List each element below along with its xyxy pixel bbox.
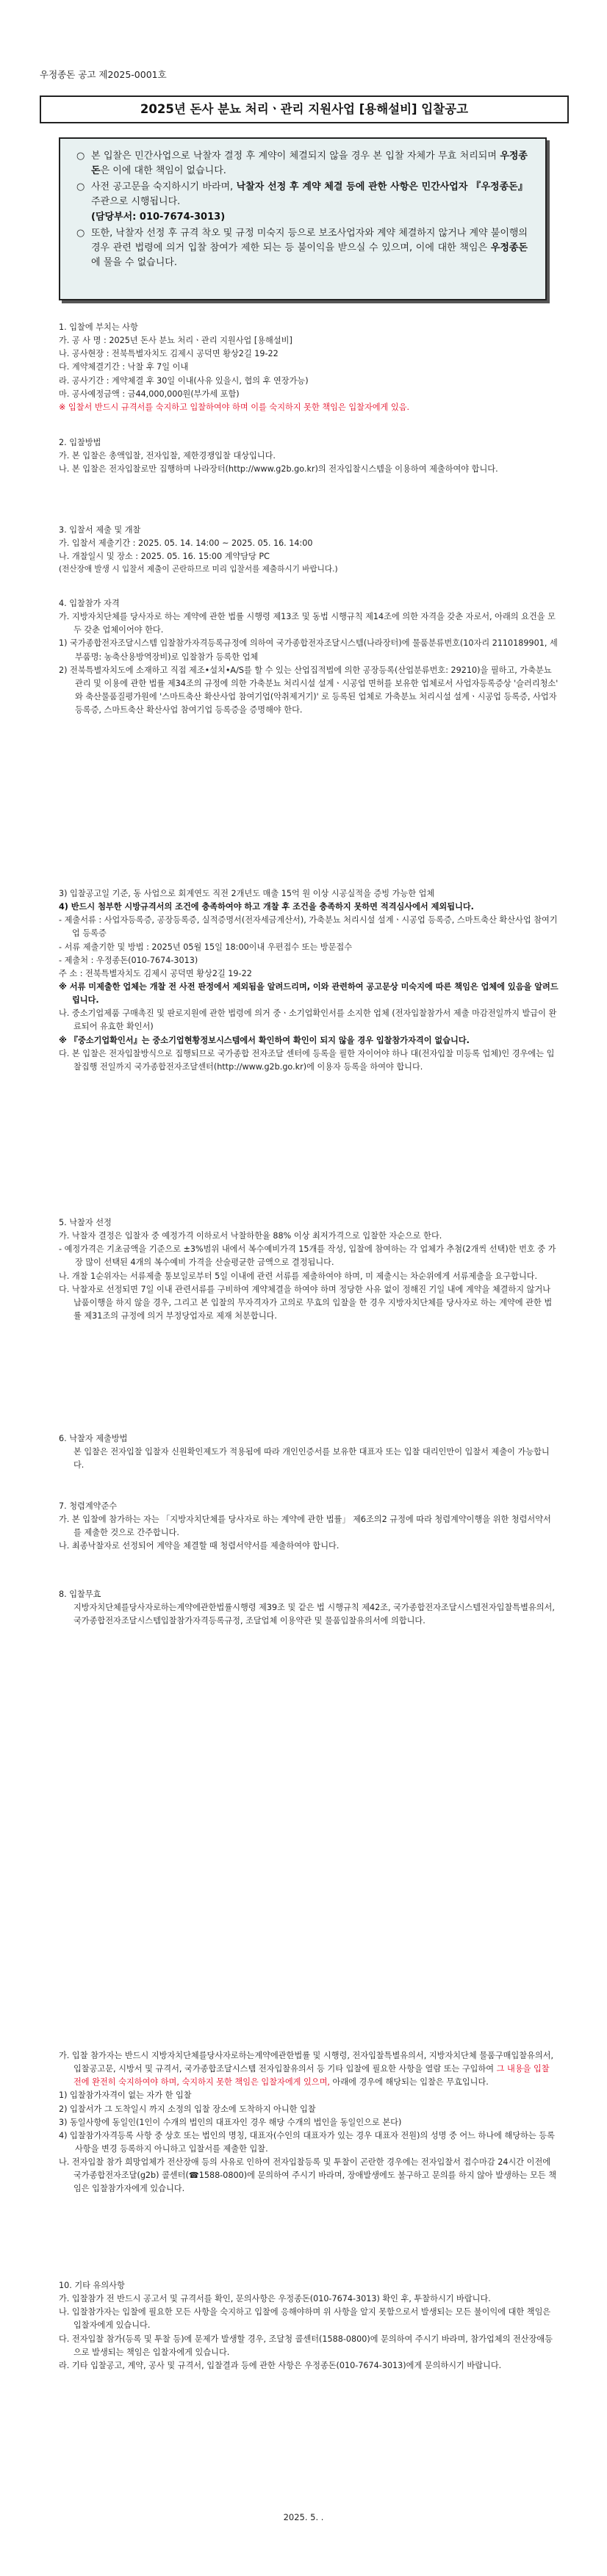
notice-title: [40, 95, 569, 123]
circle-bullet-icon: ○: [76, 151, 85, 162]
warning-text: ※ 입찰서 반드시 규격서를 숙지하고 입찰하여야 하며 이를 숙지하지 못한 책임은 입찰자에게 있음.: [59, 402, 410, 412]
summary-item: [76, 180, 528, 224]
warning-text: ※ 『중소기업확인서』는 중소기업현황정보시스템에서 확인하여 확인이 되지 않을 경우 입찰참가자격이 없습니다.: [59, 1035, 470, 1045]
summary-item: [76, 149, 528, 178]
section-other-notes: [59, 2279, 558, 2373]
section-invalid-bid: [59, 1588, 558, 1628]
sub-item: 1) 입찰참가자격이 없는 자가 한 입찰: [59, 2090, 192, 2101]
sub-item: 3) 동일사항에 동일인(1인이 수개의 법인의 대표자인 경우 해당 수개의 법인을 동일인으로 본다): [59, 2117, 402, 2127]
list-item: 나. 개찰 1순위자는 서류제출 통보일로부터 5일 이내에 관련 서류를 제출하여야 하며, 미 제출시는 차순위에게 서류제출을 요구합니다.: [59, 1271, 538, 1281]
warning-text: ※ 서류 미제출한 업체는 개찰 전 사전 판정에서 제외됨을 알려드리며, 이와 관련하여 공고문상 미숙지에 따른 책임은 업체에 있음을 알려드립니다.: [59, 981, 558, 1006]
list-item: 가. 공 사 명 : 2025년 돈사 분뇨 처리ㆍ관리 지원사업 [용해설비]: [59, 336, 292, 346]
circle-bullet-icon: ○: [76, 227, 85, 239]
list-item: 다. 낙찰자로 선정되면 7일 이내 관련서류를 구비하여 계약체결을 하여야 하며 정당한 사유 없이 정해진 기일 내에 계약을 체결하지 않거나 납품이행을 하지 않을 경우, 그리고 본 입찰의 무자격자가 고의로 무효의 입찰을 한 경우 지방자치단체를 당사자로 하는 계약에 관한 법률 제31조의 규정에 의거 부정당업자로 제재 처분합니다.: [59, 1284, 553, 1321]
section-heading: 10. 기타 유의사항: [59, 2281, 125, 2290]
list-item: 가. 본 입찰은 총액입찰, 전자입찰, 제한경쟁입찰 대상입니다.: [59, 451, 276, 461]
list-item: 다. 본 입찰은 전자입찰방식으로 집행되므로 국가종합 전자조달 센터에 등록을 필한 자이어야 하나 대(전자입찰 미등록 업체)인 경우에는 입찰집행 전일까지 국가종합전자조달센터(http://www.g2b.go.kr)에 이용자 등록을 하여야 합니다.: [59, 1048, 555, 1072]
section-bid-method: [59, 436, 558, 476]
requirement-item: 4) 반드시 첨부한 시방규격서의 조건에 충족하여야 하고 개찰 후 조건을 충족하지 못하면 적격심사에서 제외됩니다.: [59, 902, 474, 912]
list-item: 가. 입찰참가 전 반드시 공고서 및 규격서를 확인, 문의사항은 우정종돈(010-7674-3013) 확인 후, 투찰하시기 바랍니다.: [59, 2294, 491, 2304]
section-qualification: [59, 597, 558, 717]
summary-text: 사전 공고문을 숙지하시기 바라며, 낙찰자 선정 후 계약 체결 등에 관한 사항은 민간사업자 『우정종돈』주관으로 시행됩니다. (담당부서: 010-7674-3013): [91, 181, 528, 223]
note-text: (전산장애 발생 시 입찰서 제출이 곤란하므로 미리 입찰서를 제출하시기 바랍니다.): [59, 565, 338, 574]
list-item: 나. 최종낙찰자로 선정되어 계약을 체결할 때 청렴서약서를 제출하여야 합니다.: [59, 1541, 340, 1551]
section-qualification-cont: [59, 887, 558, 1074]
section-heading: 6. 낙찰자 제출방법: [59, 1434, 128, 1443]
requirement-item: 3) 입찰공고일 기준, 동 사업으로 회계연도 직전 2개년도 매출 15억 원 이상 시공실적을 증빙 가능한 업체: [59, 889, 435, 898]
section-heading: 1. 입찰에 부치는 사항: [59, 322, 138, 332]
section-precautions: [59, 2049, 558, 2196]
sub-item: - 제출서류 : 사업자등록증, 공장등록증, 실적증명서(전자세금계산서), 가축분뇨 처리시설 설계ㆍ시공업 등록증, 스마트축산 확산사업 참여기업 등록증: [59, 915, 558, 939]
section-heading: 8. 입찰무효: [59, 1590, 101, 1599]
title-text: 2025년 돈사 분뇨 처리ㆍ관리 지원사업 [용해설비] 입찰공고: [140, 101, 469, 116]
list-item: 다. 계약체결기간 : 낙찰 후 7일 이내: [59, 362, 189, 372]
list-item: 가. 입찰서 제출기간 : 2025. 05. 14. 14:00 ~ 2025. 05. 16. 14:00: [59, 538, 313, 549]
section-submission: [59, 524, 558, 577]
list-item: 가. 본 입찰에 참가하는 자는 「지방자치단체를 당사자로 하는 계약에 관한 법률」 제6조의2 규정에 따라 청렴계약이행을 위한 청렴서약서를 제출한 것으로 간주합니다.: [59, 1515, 551, 1538]
list-item: 라. 공사기간 : 계약체결 후 30일 이내(사유 있을시, 협의 후 연장가능): [59, 375, 309, 386]
sub-item: 2) 입찰서가 그 도착일시 까지 소정의 입찰 장소에 도착하지 아니한 입찰: [59, 2104, 316, 2114]
summary-box: [59, 137, 547, 300]
list-item: 다. 전자입찰 참가(등록 및 투찰 등)에 문제가 발생할 경우, 조달청 콜센터(1588-0800)에 문의하여 주시기 바라며, 참가업체의 전산장애등으로 발생되는 책임은 입찰자에게 있습니다.: [59, 2334, 553, 2357]
list-item: 가. 낙찰자 결정은 입찰자 중 예정가격 이하로서 낙찰하한율 88% 이상 최저가격으로 입찰한 자순으로 한다.: [59, 1231, 442, 1241]
list-item: 나. 중소기업제품 구매촉진 및 판로지원에 관한 법령에 의거 중ㆍ소기업확인서를 소지한 업체 (전자입찰참가서 제출 마감전일까지 발급이 완료되어 유효한 확인서): [59, 1009, 557, 1032]
sub-item: - 제출처 : 우정종돈(010-7674-3013): [59, 955, 198, 965]
sub-item: 4) 입찰참가자격등록 사항 중 상호 또는 법인의 명칭, 대표자(수인의 대표자가 있는 경우 대표자 전원)의 성명 중 어느 하나에 해당하는 등록사항을 변경 등록하지 아니하고 입찰서를 제출한 입찰.: [59, 2130, 555, 2154]
body-text: 본 입찰은 전자입찰 입찰자 신원확인제도가 적용됨에 따라 개인인증서를 보유한 대표자 또는 입찰 대리인만이 입찰서 제출이 가능합니다.: [73, 1447, 550, 1471]
notice-number: 우정종돈 공고 제2025-0001호: [40, 69, 167, 80]
list-item: 나. 개찰일시 및 장소 : 2025. 05. 16. 15:00 계약담당 PC: [59, 552, 270, 562]
list-item: 나. 입찰참가자는 입찰에 필요한 모든 사항을 숙지하고 입찰에 응해야하며 위 사항을 알지 못함으로서 발생되는 모든 불이익에 대한 책임은 입찰자에게 있습니다.: [59, 2307, 551, 2331]
list-item: 라. 기타 입찰공고, 계약, 공사 및 규격서, 입찰결과 등에 관한 사항은 우정종돈(010-7674-3013)에게 문의하시기 바랍니다.: [59, 2360, 502, 2370]
section-bid-items: [59, 321, 558, 414]
summary-text: 또한, 낙찰자 선정 후 규격 착오 및 규정 미숙지 등으로 보조사업자와 계약 체결하지 않거나 계약 불이행의 경우 관련 법령에 의거 입찰 참여가 제한 되는 등 불이익을 받으실 수 있으며, 이에 대한 책임은 우정종돈에 물을 수 없습니다.: [91, 227, 528, 268]
section-heading: 7. 청렴계약준수: [59, 1501, 118, 1511]
summary-item: [76, 226, 528, 270]
section-submit-method: [59, 1432, 558, 1472]
section-winner-selection: [59, 1216, 558, 1323]
section-heading: 3. 입찰서 제출 및 개찰: [59, 525, 141, 535]
list-item: 마. 공사예정금액 : 금44,000,000원(부가세 포함): [59, 389, 240, 399]
list-item: 가. 지방자치단체를 당사자로 하는 계약에 관한 법률 시행령 제13조 및 동법 시행규칙 제14조에 의한 자격을 갖춘 자로서, 아래의 요건을 모두 갖춘 업체이어야 한다.: [59, 612, 556, 635]
body-text: 지방자치단체를당사자로하는계약에관한법률시행령 제39조 및 같은 법 시행규칙 제42조, 국가종합전자조달시스템전자입찰특별유의서, 국가종합전자조달시스템입찰참가자격등록규정, 조달업체 이용약관 및 물품입찰유의서에 의합니다.: [73, 1603, 555, 1626]
address-text: 주 소 : 전북특별자치도 김제시 공덕면 황상2길 19-22: [59, 968, 252, 978]
list-item: 가. 입찰 참가자는 반드시 지방자치단체를당사자로하는계약에관한법률 및 시행령, 전자입찰특별유의서, 지방자치단체 물품구매입찰유의서, 입찰공고문, 시방서 및 규격서, 국가종합조달시스템 전자입찰유의서 등 기타 입찰에 필요한 사항을 열람 또는 구입하여 그 내용을 입찰 전에 완전히 숙지하여야 하며, 숙지하지 못한 책임은 입찰자에게 있으며, 아래에 경우에 해당되는 입찰은 무효입니다.: [59, 2051, 554, 2088]
section-heading: 4. 입찰참가 자격: [59, 599, 120, 608]
notice-date: 2025. 5. .: [283, 2512, 324, 2522]
section-integrity: [59, 1500, 558, 1554]
sub-item: - 서류 제출기한 및 방법 : 2025년 05월 15일 18:00이내 우편접수 또는 방문접수: [59, 942, 353, 952]
list-item: 나. 본 입찰은 전자입찰로만 집행하며 나라장터(http://www.g2b.go.kr)의 전자입찰시스템을 이용하여 제출하여야 합니다.: [59, 464, 498, 475]
list-item: 나. 공사현장 : 전북특별자치도 김제시 공덕면 황상2길 19-22: [59, 349, 279, 359]
circle-bullet-icon: ○: [76, 181, 85, 193]
sub-item: - 예정가격은 기초금액을 기준으로 ±3%범위 내에서 복수예비가격 15개를 작성, 입찰에 참여하는 각 업체가 추첨(2개씩 선택)한 번호 중 가장 많이 선택된 4개의 복수예비 가격을 산술평균한 금액으로 결정됩니다.: [59, 1244, 556, 1268]
list-item: 나. 전자입찰 참가 희망업체가 전산장애 등의 사유로 인하여 전자입찰등록 및 투찰이 곤란한 경우에는 전자입찰서 접수마감 24시간 이전에 국가종합전자조달(g2b) 콜센터(☎1588-0800)에 문의하여 주시기 바라며, 장애발생에도 불구하고 문의를 하지 않아 발생하는 모든 책임은 입찰참가자에게 있습니다.: [59, 2157, 557, 2194]
requirement-item: 2) 전북특별자치도에 소재하고 직접 제조•설치•A/S를 할 수 있는 산업집적법에 의한 공장등록(산업분류번호: 29210)을 필하고, 가축분뇨관리 및 이용에 관한 법률 제34조의 규정에 의한 가축분뇨 처리시설 설계ㆍ시공업 면허를 보유한 업체로서 사업자등록증상 '슬러리청소' 와 축산물품질평가원에 '스마트축산 확산사업 참여기업(악취제거기)' 로 등록된 업체로 가축분뇨 처리시설 설계ㆍ시공업 등록증, 사업자등록증, 스마트축산 확산사업 참여기업 등록증을 증명해야 한다.: [59, 665, 558, 715]
summary-text: 본 입찰은 민간사업으로 낙찰자 결정 후 계약이 체결되지 않을 경우 본 입찰 자체가 무효 처리되며 우정종돈은 이에 대한 책임이 없습니다.: [91, 151, 528, 177]
section-heading: 2. 입찰방법: [59, 438, 101, 447]
section-heading: 5. 낙찰자 선정: [59, 1218, 112, 1227]
requirement-item: 1) 국가종합전자조달시스템 입찰참가자격등록규정에 의하여 국가종합전자조달시스템(나라장터)에 물품분류번호(10자리 2110189901, 세부품명: 농축산용방역장비)로 입찰참가 등록한 업체: [59, 638, 558, 662]
